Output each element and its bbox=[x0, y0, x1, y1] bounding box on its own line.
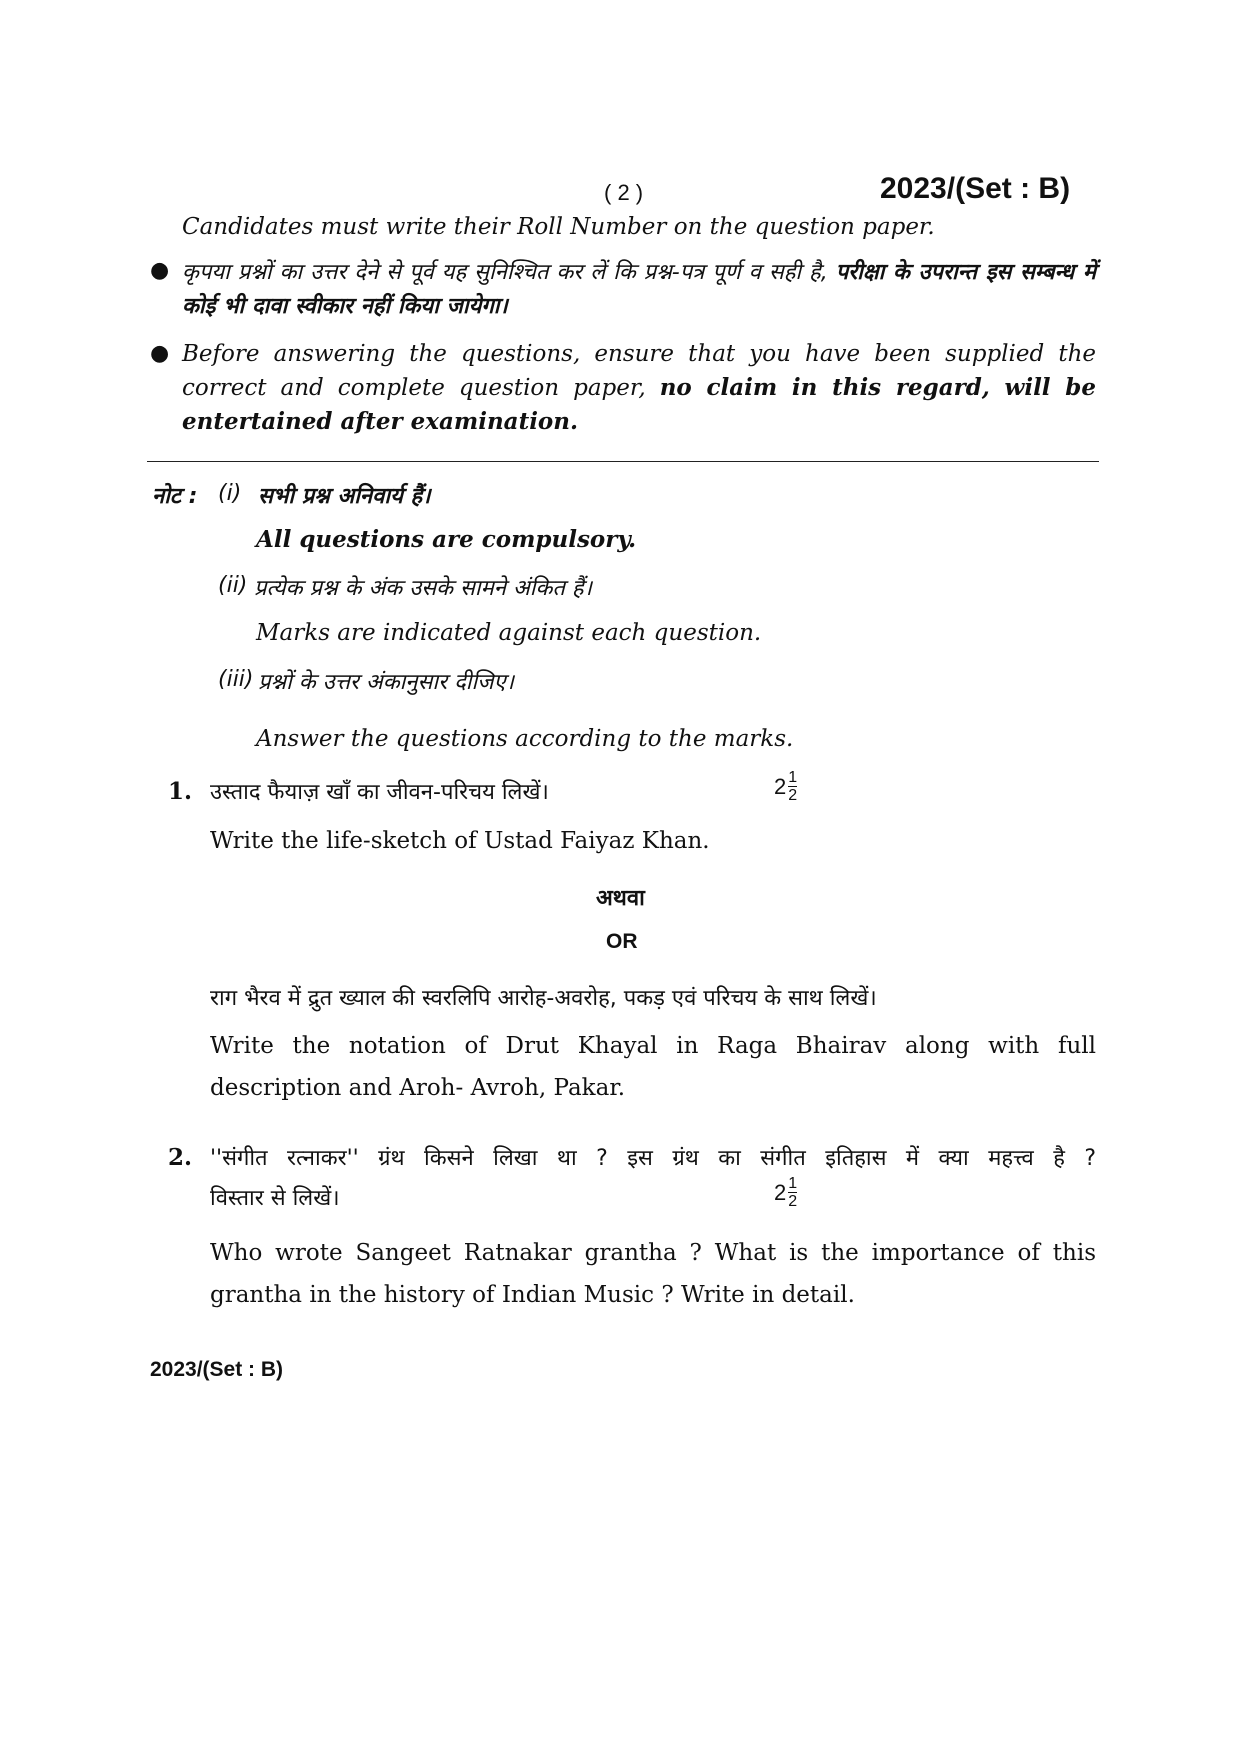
page-number: ( 2 ) bbox=[604, 180, 644, 205]
marks-denominator: 2 bbox=[788, 787, 798, 804]
marks-whole: 2 bbox=[774, 1180, 787, 1205]
set-code-footer: 2023/(Set : B) bbox=[150, 1358, 284, 1381]
note-item-hindi: सभी प्रश्न अनिवार्य हैं। bbox=[258, 484, 431, 509]
note-label: नोट : bbox=[152, 484, 198, 509]
set-code-header: 2023/(Set : B) bbox=[880, 172, 1071, 205]
note-item-english: Marks are indicated against each question. bbox=[256, 620, 762, 646]
question-alt-hindi: राग भैरव में द्रुत ख्याल की स्वरलिपि आरोह-अवरोह, पकड़ एवं परिचय के साथ लिखें। bbox=[210, 986, 877, 1011]
note-item-hindi: प्रश्नों के उत्तर अंकानुसार दीजिए। bbox=[258, 670, 514, 695]
note-item-hindi: प्रत्येक प्रश्न के अंक उसके सामने अंकित हैं। bbox=[254, 576, 592, 601]
marks-fraction bbox=[788, 1176, 797, 1210]
question-number: 1. bbox=[168, 778, 193, 805]
question-english: Who wrote Sangeet Ratnakar grantha ? What is the importance of this grantha in the history of Indian Music ? Write in detail. bbox=[210, 1240, 1096, 1308]
or-label-english: OR bbox=[606, 930, 638, 953]
instruction-bullet-english bbox=[182, 338, 1096, 439]
bullet-icon: ● bbox=[150, 258, 170, 283]
note-item-num: (ii) bbox=[218, 573, 248, 598]
question-hindi-line2: विस्तार से लिखें। bbox=[210, 1186, 340, 1211]
note-item-english: Answer the questions according to the marks. bbox=[256, 726, 794, 752]
marks-fraction bbox=[788, 770, 797, 804]
instruction-english-bold-text: no claim in this regard, will be entertained after examination. bbox=[182, 374, 1096, 435]
note-item-num: (i) bbox=[218, 481, 242, 506]
marks-numerator: 1 bbox=[788, 769, 798, 786]
instruction-english-text: Before answering the questions, ensure that you have been supplied the correct and complete question paper, bbox=[182, 341, 1096, 401]
bullet-icon: ● bbox=[150, 341, 170, 366]
marks-numerator: 1 bbox=[788, 1175, 798, 1192]
note-item-num: (iii) bbox=[218, 667, 254, 692]
section-divider bbox=[147, 461, 1099, 462]
marks-denominator: 2 bbox=[788, 1193, 798, 1210]
note-item-english: All questions are compulsory. bbox=[256, 526, 637, 553]
question-number: 2. bbox=[168, 1144, 193, 1171]
or-label-hindi: अथवा bbox=[596, 886, 645, 911]
question-alt-english: Write the notation of Drut Khayal in Raga Bhairav along with full description and Aroh- Avroh, Pakar. bbox=[210, 1033, 1096, 1101]
instruction-hindi-text: कृपया प्रश्नों का उत्तर देने से पूर्व यह सुनिश्चित कर लें कि प्रश्न-पत्र पूर्ण व सही है, bbox=[182, 260, 836, 285]
instruction-hindi-bold-text: परीक्षा के उपरान्त इस सम्बन्ध में कोई भी दावा स्वीकार नहीं किया जायेगा। bbox=[182, 260, 1096, 319]
instruction-bullet-hindi bbox=[182, 256, 1096, 324]
question-hindi: उस्ताद फैयाज़ खाँ का जीवन-परिचय लिखें। bbox=[210, 780, 549, 805]
marks-whole: 2 bbox=[774, 774, 787, 799]
question-marks bbox=[774, 770, 797, 804]
roll-number-instruction: Candidates must write their Roll Number on the question paper. bbox=[182, 214, 935, 240]
question-english: Write the life-sketch of Ustad Faiyaz Khan. bbox=[210, 828, 710, 854]
question-hindi-line1: ''संगीत रत्नाकर'' ग्रंथ किसने लिखा था ? इस ग्रंथ का संगीत इतिहास में क्या महत्त्व है ? bbox=[210, 1146, 1096, 1171]
question-marks bbox=[774, 1176, 797, 1210]
